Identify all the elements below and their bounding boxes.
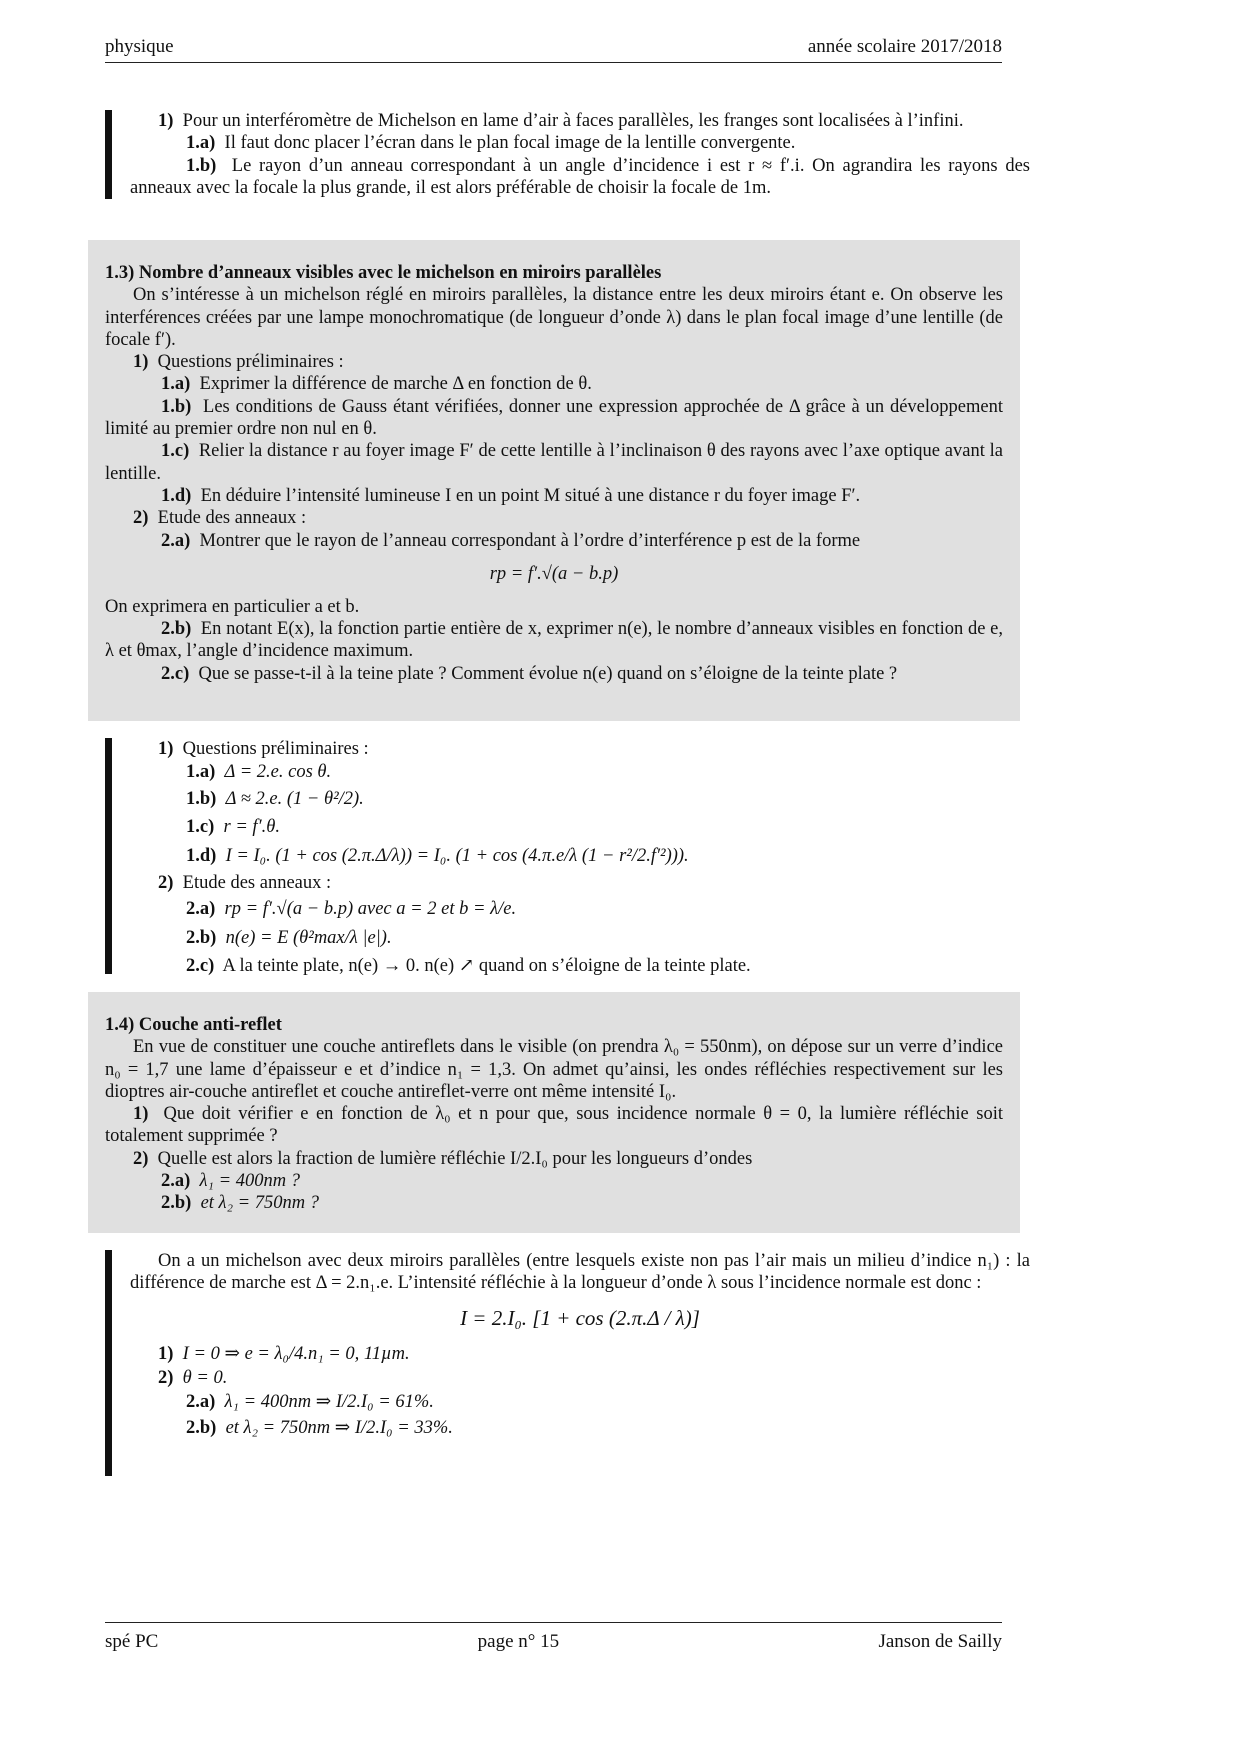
answer-line: 1.a) Il faut donc placer l’écran dans le plan focal image de la lentille convergente. [186,133,796,154]
question: 2) Quelle est alors la fraction de lumière réfléchie I/2.I₀ pour les longueurs d’ondes [133,1148,753,1169]
section-title: 1.4) Couche anti-reflet [105,1015,282,1035]
answer-line: 1.b) Le rayon d’un anneau correspondant à un angle d’incidence i est r ≈ f′.i. On agrandira les rayons des anneaux avec la focale la plus grande, il est alors préférable de choisir la focale de 1m. [130,155,1031,198]
answer-line: 1.d) I = I₀. (1 + cos (2.π.Δ/λ)) = I₀. (1 + cos (4.π.e/λ (1 − r²/2.f′²))). [186,846,689,867]
page-header [105,36,1002,63]
question: 2.a) λ₁ = 400nm ? [161,1171,300,1192]
formula: rp = f′.√(a − b.p) [489,563,619,584]
exercise-1-3 [88,240,1020,721]
header-year: année scolaire 2017/2018 [807,36,1002,57]
footer-class: spé PC [105,1631,159,1652]
question: 2.b) et λ₂ = 750nm ? [161,1193,319,1214]
answer-line: 2.c) A la teinte plate, n(e) → 0. n(e) ↗ quand on s’éloigne de la teinte plate. [186,955,751,976]
exercise-1-4 [88,992,1020,1233]
answer-block-3 [105,1250,1030,1476]
answer-line: 1) I = 0 ⇒ e = λ₀/4.n₁ = 0, 11µm. [158,1343,410,1364]
answer-line: 1.c) r = f′.θ. [186,817,280,838]
answer-block-1 [105,110,1030,199]
answer-line: 2.b) et λ₂ = 750nm ⇒ I/2.I₀ = 33%. [186,1417,453,1438]
question: 1.d) En déduire l’intensité lumineuse I en un point M situé à une distance r du foyer image F′. [161,485,861,506]
question: 1.a) Exprimer la différence de marche Δ en fonction de θ. [161,374,592,395]
answer-intro: On a un michelson avec deux miroirs parallèles (entre lesquels existe non pas l’air mais un milieu d’indice n₁) : la différence de marche est Δ = 2.n₁.e. L’intensité réfléchie à la longueur d’onde λ sous l’incidence normale est donc : [130,1251,1030,1294]
formula: I = 2.I₀. [1 + cos (2.π.Δ / λ)] [460,1305,700,1330]
question: 1.b) Les conditions de Gauss étant vérifiées, donner une expression approchée de Δ grâce à un développement limité au premier ordre non nul en θ. [105,396,1003,440]
question: 1.c) Relier la distance r au foyer image F′ de cette lentille à l’inclinaison θ des rayons avec l’axe optique avant la lentille. [105,441,1003,484]
question: 2.a) Montrer que le rayon de l’anneau correspondant à l’ordre d’interférence p est de la forme [161,530,861,551]
header-subject: physique [105,36,174,57]
intro-text: En vue de constituer une couche antireflets dans le visible (on prendra λ₀ = 550nm), on dépose sur un verre d’indice n₀ = 1,7 une lame d’épaisseur e et d’indice n₁ = 1,3. On admet qu’ainsi, les ondes réfléchies respectivement sur les dioptres air-couche antireflet et couche antireflet-verre ont même intensité I₀. [105,1037,1003,1102]
question: 1) Questions préliminaires : [133,352,344,373]
answer-line: 1.b) Δ ≈ 2.e. (1 − θ²/2). [186,789,364,810]
answer-line: 2) θ = 0. [158,1367,228,1388]
footer-school: Janson de Sailly [878,1631,1002,1652]
page-footer [105,1622,1002,1653]
question: 2.b) En notant E(x), la fonction partie entière de x, exprimer n(e), le nombre d’anneaux visibles en fonction de e, λ et θmax, l’angle d’incidence maximum. [105,619,1004,662]
answer-line: 1) Pour un interféromètre de Michelson en lame d’air à faces parallèles, les franges sont localisées à l’infini. [158,111,964,131]
answer-line: 2) Etude des anneaux : [158,873,332,894]
intro-text: On s’intéresse à un michelson réglé en miroirs parallèles, la distance entre les deux miroirs étant e. On observe les interférences créées par une lampe monochromatique (de longueur d’onde λ) dans le plan focal image d’une lentille (de focale f′). [105,285,1003,350]
answer-line: 2.a) λ₁ = 400nm ⇒ I/2.I₀ = 61%. [186,1391,434,1412]
text: On exprimera en particulier a et b. [105,596,360,617]
answer-line: 1) Questions préliminaires : [158,739,369,759]
question: 1) Que doit vérifier e en fonction de λ₀ et n pour que, sous incidence normale θ = 0, la lumière réfléchie soit totalement supprimée ? [105,1104,1003,1147]
question: 2) Etude des anneaux : [133,508,307,529]
question: 2.c) Que se passe-t-il à la teine plate ? Comment évolue n(e) quand on s’éloigne de la teinte plate ? [161,663,898,684]
answer-line: 2.b) n(e) = E (θ²max/λ |e|). [186,927,392,948]
answer-block-2 [105,738,1030,974]
answer-line: 2.a) rp = f′.√(a − b.p) avec a = 2 et b = λ/e. [186,898,517,919]
answer-line: 1.a) Δ = 2.e. cos θ. [186,762,332,783]
section-title: 1.3) Nombre d’anneaux visibles avec le michelson en miroirs parallèles [105,263,662,283]
footer-page-number: page n° 15 [477,1631,560,1652]
